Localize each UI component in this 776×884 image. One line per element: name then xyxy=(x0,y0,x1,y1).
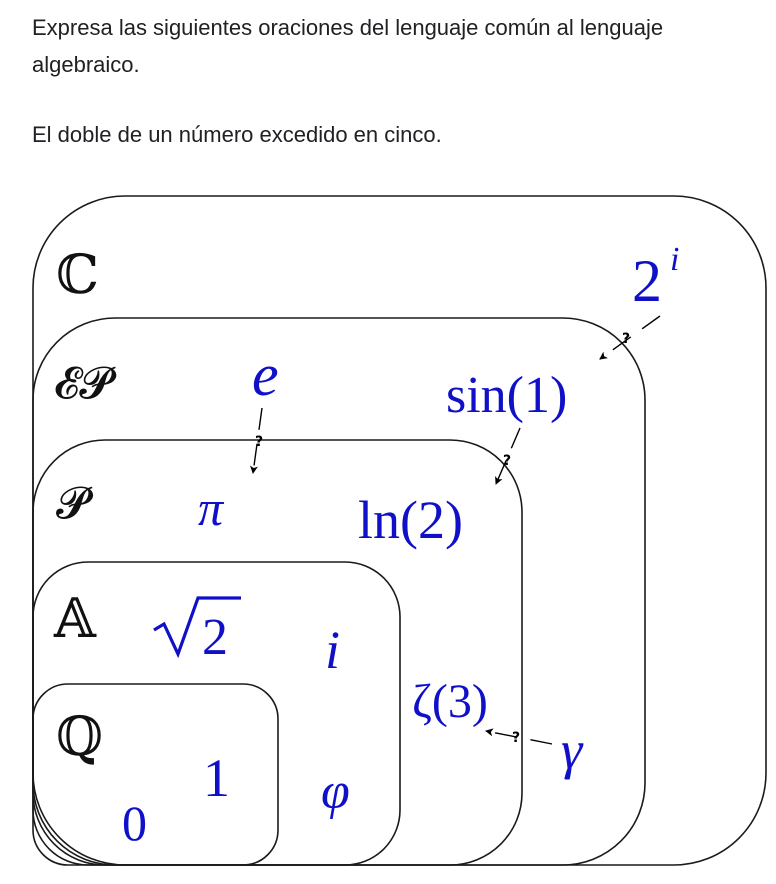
number-i: i xyxy=(325,620,341,680)
number-e: e xyxy=(252,342,279,408)
set-label-algebraic: 𝔸 xyxy=(54,587,96,650)
unknown-arrow-sin1-to-ln2 xyxy=(496,428,520,484)
set-label-complex: ℂ xyxy=(56,243,99,306)
number-sin-1: sin(1) xyxy=(446,367,568,424)
question-mark: ? xyxy=(622,331,631,347)
unknown-arrow-e-to-pi xyxy=(253,408,263,473)
number-phi: φ xyxy=(321,763,350,820)
number-sqrt-2 xyxy=(154,598,241,666)
set-label-rationals: ℚ xyxy=(56,705,104,768)
number-ln-2: ln(2) xyxy=(358,490,463,550)
number-one: 1 xyxy=(203,748,230,808)
sqrt-2-radicand: 2 xyxy=(202,609,228,666)
question-mark: ? xyxy=(255,434,264,450)
number-pi: π xyxy=(198,480,224,536)
set-label-exponential-periods: 𝓔𝓟 xyxy=(54,358,111,409)
question-mark: ? xyxy=(512,730,521,746)
number-zeta-3: ζ(3) xyxy=(412,675,488,728)
set-label-periods: 𝓟 xyxy=(56,478,88,529)
number-gamma: γ xyxy=(561,720,583,780)
unknown-arrow-gamma-to-zeta3 xyxy=(486,730,552,746)
number-2-power-i-exponent: i xyxy=(670,241,680,278)
exercise-sentence: El doble de un número excedido en cinco. xyxy=(32,122,442,147)
question-mark: ? xyxy=(503,453,512,469)
number-2-power-i-base: 2 xyxy=(632,248,662,314)
exercise-instruction: Expresa las siguientes oraciones del lenguaje común al lenguaje algebraico. xyxy=(32,15,664,77)
number-zero: 0 xyxy=(122,795,147,851)
